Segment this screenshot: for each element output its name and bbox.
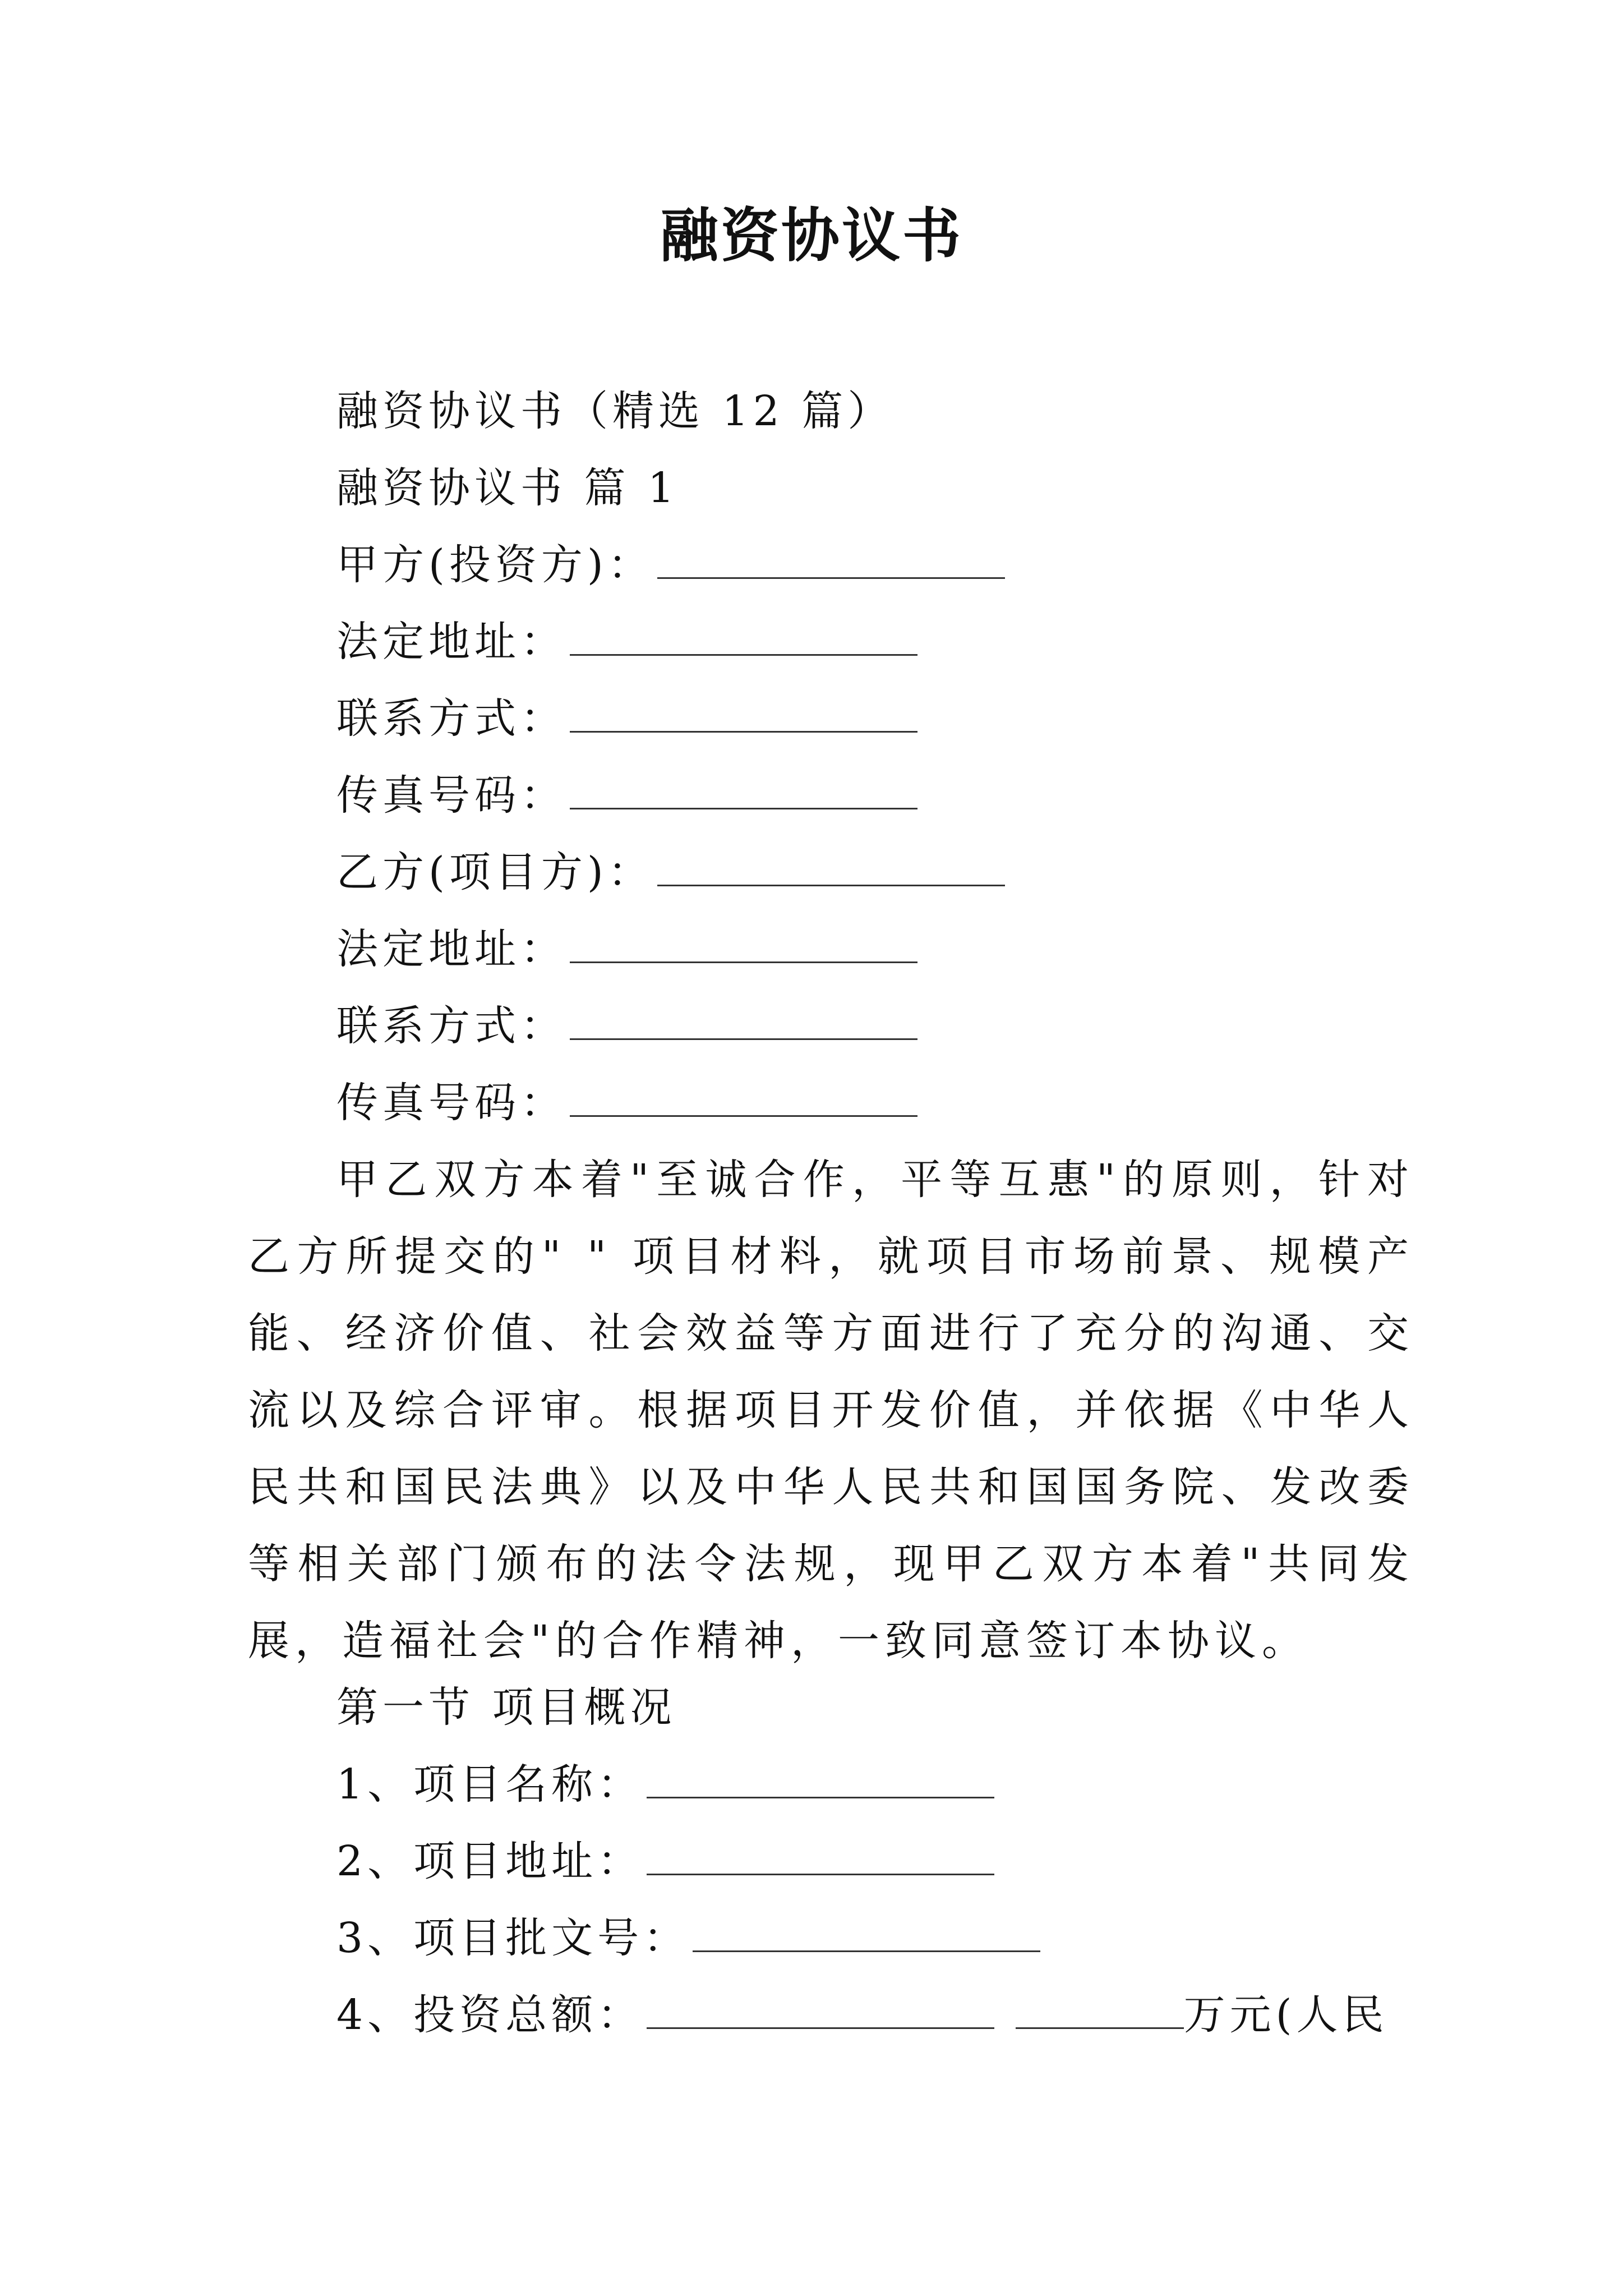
party-a-name-row xyxy=(336,537,1005,593)
party-a-contact-row xyxy=(336,691,917,747)
party-b-contact-blank xyxy=(570,1001,917,1040)
party-a-name-label: 甲方(投资方)： xyxy=(336,541,654,589)
item1-blank xyxy=(647,1760,994,1798)
item4-blank-2 xyxy=(1016,1990,1184,2029)
party-b-address-blank xyxy=(570,924,917,963)
item4-row xyxy=(336,1987,1389,2043)
party-b-fax-row xyxy=(336,1075,917,1131)
party-a-fax-label: 传真号码： xyxy=(336,771,566,820)
item4-suffix: 万元(人民 xyxy=(1183,1991,1389,2039)
party-b-address-row xyxy=(336,921,917,977)
party-a-fax-blank xyxy=(570,771,917,809)
item2-row xyxy=(336,1833,994,1889)
party-b-name-label: 乙方(项目方)： xyxy=(336,848,654,896)
party-b-contact-label: 联系方式： xyxy=(336,1002,566,1050)
party-b-address-label: 法定地址： xyxy=(336,925,566,973)
item2-blank xyxy=(647,1837,994,1875)
section-heading: 融资协议书 篇 1 xyxy=(336,464,679,512)
document-subtitle: 融资协议书（精选 12 篇） xyxy=(336,387,894,435)
party-a-name-blank xyxy=(657,540,1005,579)
party-a-contact-label: 联系方式： xyxy=(336,694,566,743)
item2-label: 2、项目地址： xyxy=(336,1837,644,1885)
party-a-fax-row xyxy=(336,767,917,823)
party-b-fax-label: 传真号码： xyxy=(336,1079,566,1127)
item3-label: 3、项目批文号： xyxy=(336,1914,690,1962)
item4-blank-1 xyxy=(647,1990,994,2029)
party-a-address-blank xyxy=(570,617,917,656)
item4-label: 4、投资总额： xyxy=(336,1991,644,2039)
item1-label: 1、项目名称： xyxy=(336,1760,644,1809)
party-a-contact-blank xyxy=(570,694,917,733)
section1-heading: 第一节 项目概况 xyxy=(336,1683,676,1732)
item1-row xyxy=(336,1756,994,1812)
item3-row xyxy=(336,1910,1040,1966)
document-title: 融资协议书 xyxy=(660,201,963,270)
party-b-name-blank xyxy=(657,848,1005,886)
party-b-fax-blank xyxy=(570,1078,917,1117)
party-a-address-label: 法定地址： xyxy=(336,618,566,666)
item3-blank xyxy=(693,1913,1040,1952)
preamble-paragraph: 甲乙双方本着"至诚合作，平等互惠"的原则，针对乙方所提交的" " 项目材料，就项目市场前景、规模产能、经济价值、社会效益等方面进行了充分的沟通、交流以及综合评审。根据项目开发价值，并依据《中华人民共和国民法典》以及中华人民共和国国务院、发改委等相关部门颁布的法令法规，现甲乙双方本着"共同发展，造福社会"的合作精神，一致同意签订本协议。 xyxy=(248,1156,1414,1665)
party-b-name-row xyxy=(336,844,1005,900)
party-a-address-row xyxy=(336,614,917,670)
party-b-contact-row xyxy=(336,998,917,1054)
